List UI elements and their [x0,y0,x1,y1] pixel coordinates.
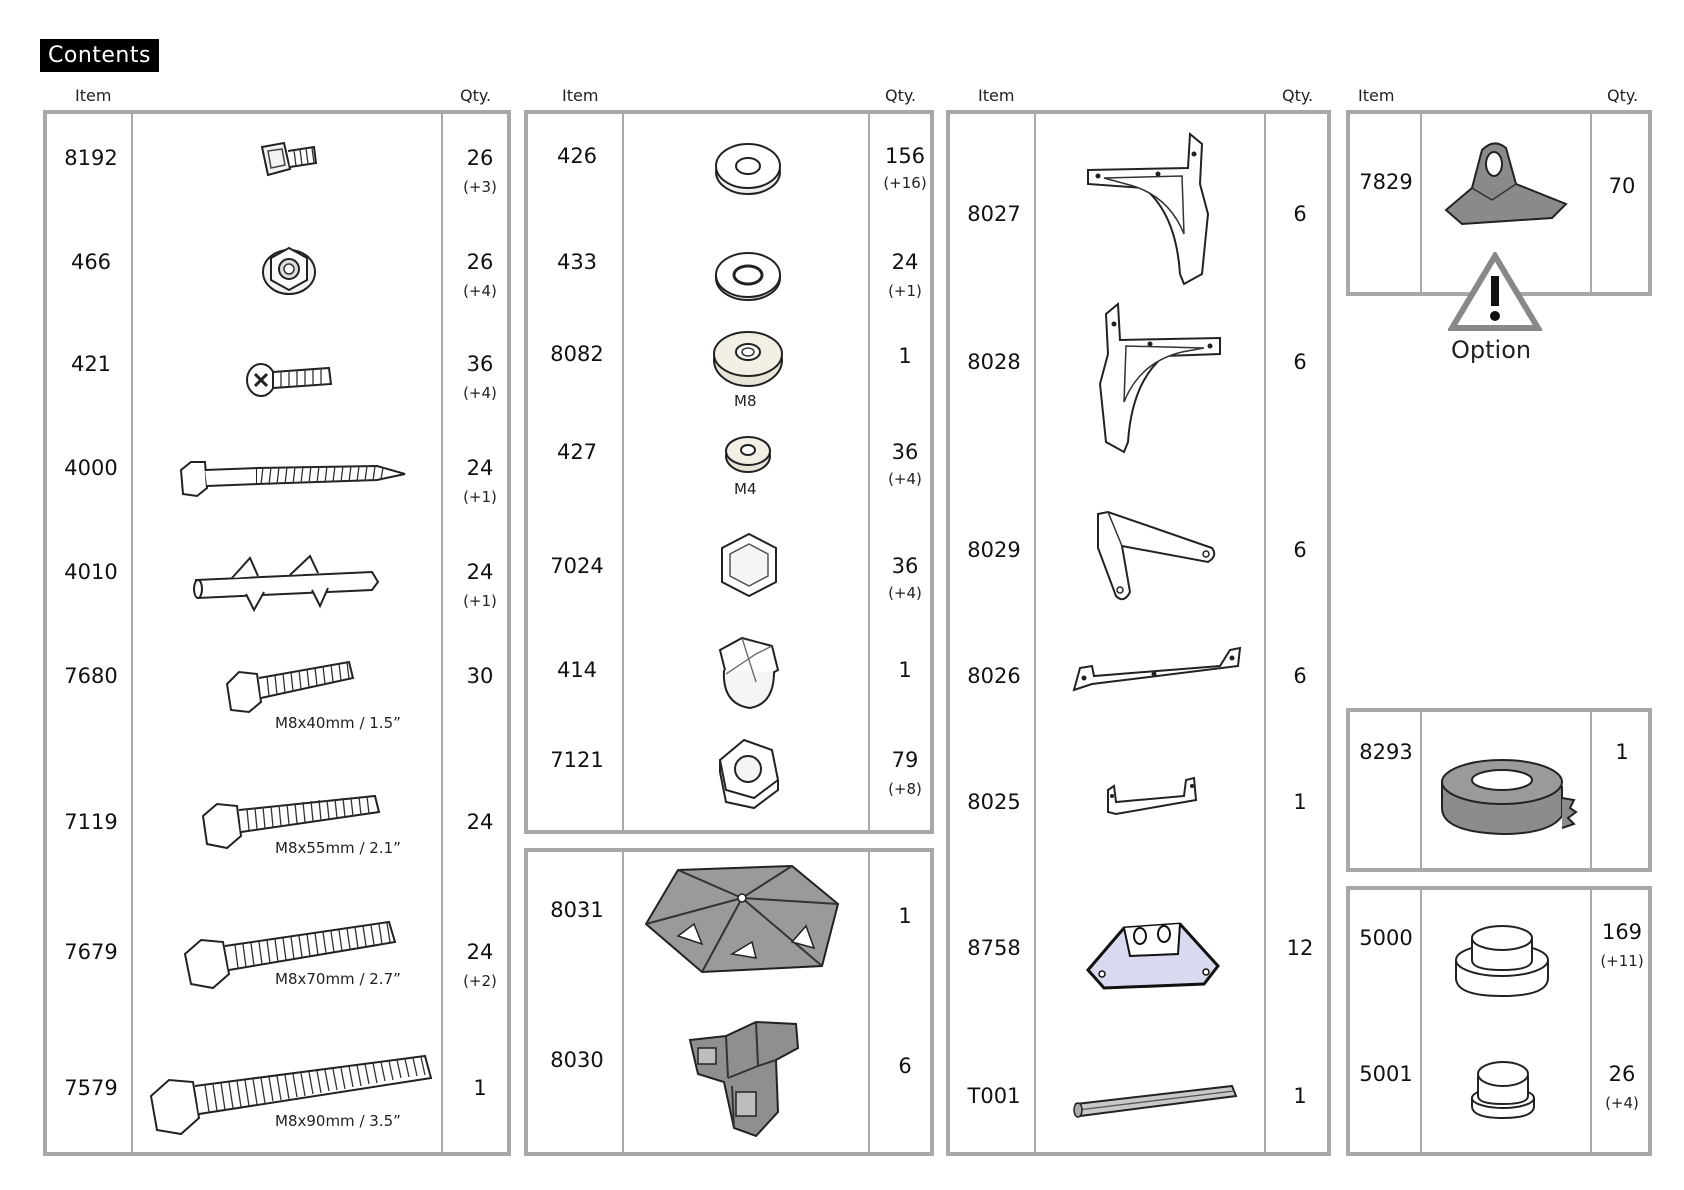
flange-nut-icon [259,238,319,298]
item-qty: 1 [473,1076,487,1100]
item-qty: 1 [898,904,912,928]
item-code: 8026 [967,664,1021,688]
item-code: 7680 [64,664,118,688]
item-code: 7829 [1359,170,1413,194]
column-divider [441,114,443,1152]
roof-hub-icon [642,862,842,974]
item-qty: 1 [1293,1084,1307,1108]
item-code: 8293 [1359,740,1413,764]
column-divider [1420,890,1422,1152]
item-code: 8758 [967,936,1021,960]
item-qty-extra: (+1) [463,488,497,506]
item-code: 8030 [550,1048,604,1072]
item-code: 8027 [967,202,1021,226]
flat-bracket-icon [1070,640,1250,700]
thick-washer-icon [708,134,788,204]
item-qty: 1 [1293,790,1307,814]
right-bracket-icon [1084,286,1224,456]
item-qty: 6 [1293,350,1307,374]
item-code: 4000 [64,456,118,480]
column-divider [1420,712,1422,868]
page-title: Contents [40,39,159,72]
item-qty: 24 [466,810,494,834]
acorn-nut-icon [712,634,786,714]
column-divider [1264,114,1266,1152]
item-qty: 70 [1608,174,1636,198]
small-cap-icon [1468,1056,1538,1122]
item-code: 5001 [1359,1062,1413,1086]
item-code: 421 [70,352,112,376]
item-qty-extra: (+4) [888,470,922,488]
item-code: 426 [556,144,598,168]
bolt-size-label: M8x40mm / 1.5” [275,714,401,732]
washer-size-label: M8 [734,392,757,410]
item-code: 8031 [550,898,604,922]
item-qty: 36 [466,352,494,376]
item-qty: 6 [1293,202,1307,226]
tape-roll-icon [1438,756,1578,846]
item-qty-extra: (+8) [888,780,922,798]
item-qty: 6 [1293,664,1307,688]
column-divider [622,114,624,830]
header-item-col3: Item [978,86,1015,105]
item-qty: 24 [891,250,919,274]
item-qty: 24 [466,456,494,480]
header-qty-col2: Qty. [885,86,917,105]
item-code: 7024 [550,554,604,578]
item-code: 433 [556,250,598,274]
header-qty-col4: Qty. [1607,86,1639,105]
item-qty: 30 [466,664,494,688]
hex-key-icon [1070,1080,1240,1120]
item-code: T001 [967,1084,1021,1108]
column-divider [1590,712,1592,868]
item-code: 7679 [64,940,118,964]
bolt-size-label: M8x70mm / 2.7” [275,970,401,988]
item-qty-extra: (+4) [463,384,497,402]
phillips-screw-icon [239,354,339,404]
large-cap-icon [1452,920,1552,1000]
item-code: 414 [556,658,598,682]
item-qty-extra: (+3) [463,178,497,196]
item-qty: 12 [1286,936,1314,960]
hex-cap-icon [714,530,784,600]
item-code: 7119 [64,810,118,834]
item-qty: 6 [898,1054,912,1078]
item-qty: 26 [1608,1062,1636,1086]
item-qty: 24 [466,940,494,964]
item-code: 5000 [1359,926,1413,950]
item-code: 8082 [550,342,604,366]
column-divider [868,114,870,830]
bolt-size-label: M8x55mm / 2.1” [275,839,401,857]
column-divider [1420,114,1422,292]
header-item-col1: Item [75,86,112,105]
item-code: 4010 [64,560,118,584]
item-qty: 26 [466,250,494,274]
item-qty-extra: (+1) [463,592,497,610]
wall-anchor-icon [192,554,392,614]
flat-washer-icon [708,240,788,310]
angle-bracket-icon [1088,508,1218,608]
lag-screw-icon [177,454,407,504]
parts-table-col4-mid [1346,708,1652,872]
washer-size-label: M4 [734,480,757,498]
bolt-size-label: M8x90mm / 3.5” [275,1112,401,1130]
item-qty: 1 [898,658,912,682]
item-code: 8029 [967,538,1021,562]
item-code: 8025 [967,790,1021,814]
header-qty-col3: Qty. [1282,86,1314,105]
left-bracket-icon [1084,124,1224,294]
item-qty: 36 [891,554,919,578]
item-qty-extra: (+16) [883,174,927,192]
anchor-tab-icon [1442,138,1572,228]
option-label: Option [1451,336,1532,364]
item-qty-extra: (+11) [1600,952,1644,970]
base-connector-icon [1084,914,1224,994]
item-code: 427 [556,440,598,464]
parts-table-col3 [946,110,1331,1156]
item-qty-extra: (+4) [1605,1094,1639,1112]
item-qty-extra: (+4) [888,584,922,602]
item-qty: 169 [1601,920,1643,944]
item-qty: 156 [884,144,926,168]
item-qty: 1 [898,344,912,368]
column-divider [1034,114,1036,1152]
column-divider [131,114,133,1152]
item-qty-extra: (+1) [888,282,922,300]
item-qty: 6 [1293,538,1307,562]
item-qty: 24 [466,560,494,584]
square-head-bolt-icon [252,139,332,199]
sealing-washer-icon [708,326,788,392]
header-qty-col1: Qty. [460,86,492,105]
item-qty-extra: (+4) [463,282,497,300]
warning-icon [1448,252,1542,336]
u-bracket-icon [1104,774,1204,824]
sealing-washer-icon [723,432,773,476]
item-code: 8028 [967,350,1021,374]
item-code: 7121 [550,748,604,772]
parts-table-col1 [43,110,511,1156]
header-item-col2: Item [562,86,599,105]
item-qty-extra: (+2) [463,972,497,990]
item-qty: 1 [1615,740,1629,764]
item-code: 7579 [64,1076,118,1100]
parts-table-col4-bottom [1346,886,1652,1156]
hex-nut-icon [714,736,784,812]
corner-connector-icon [686,1012,806,1142]
header-item-col4: Item [1358,86,1395,105]
item-code: 466 [70,250,112,274]
item-qty: 79 [891,748,919,772]
item-qty: 36 [891,440,919,464]
parts-table-col2-lower [524,848,934,1156]
column-divider [868,852,870,1152]
parts-table-col2 [524,110,934,834]
item-code: 8192 [64,146,118,170]
column-divider [1590,114,1592,292]
column-divider [622,852,624,1152]
item-qty: 26 [466,146,494,170]
